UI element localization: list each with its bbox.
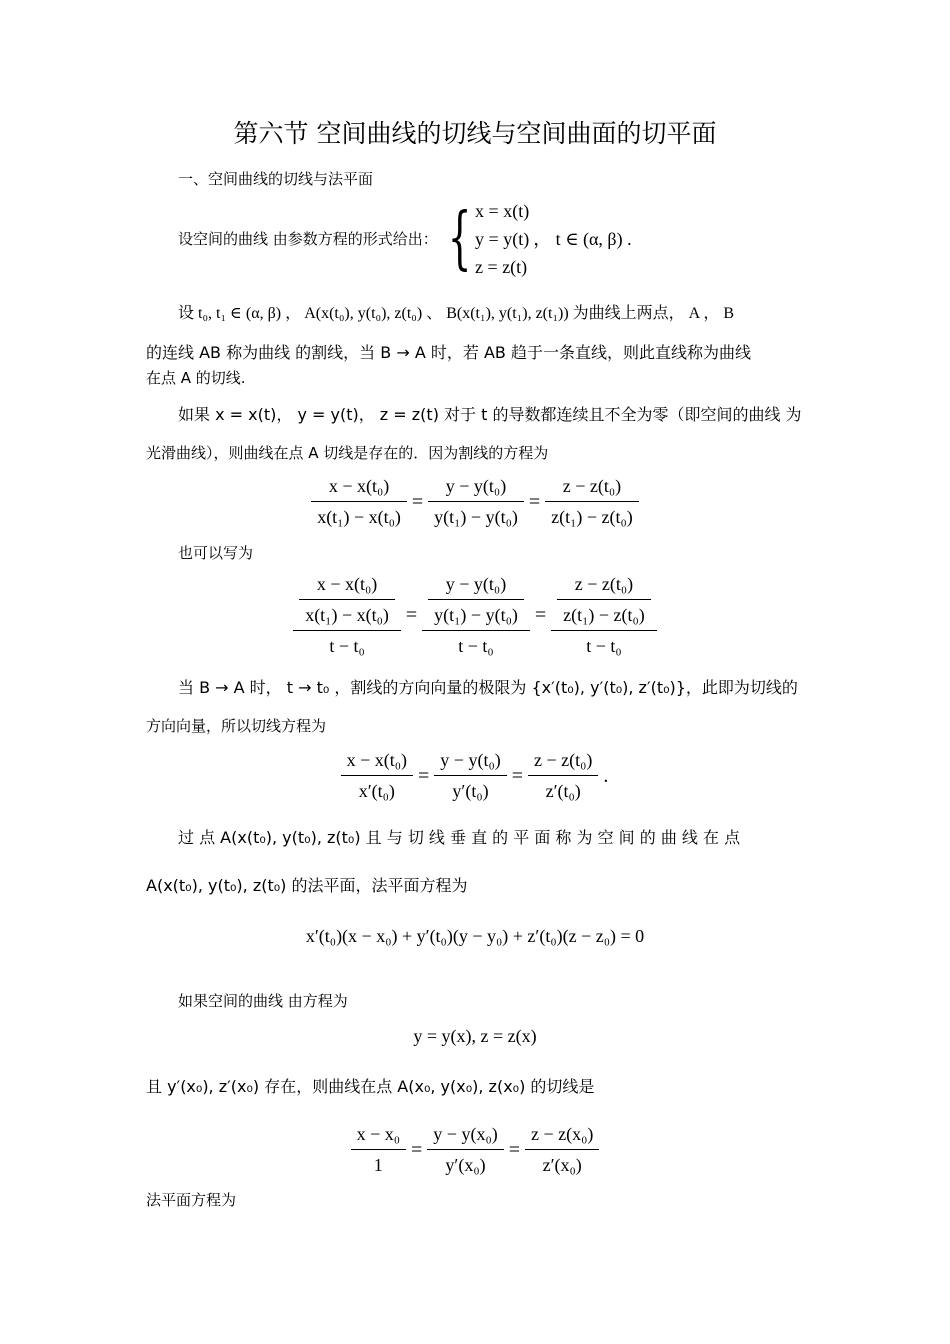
- secant-equation: [0, 474, 950, 529]
- limit-line-1: 当 B → A 时， t → t₀ ，割线的方向向量的极限为 {x′(t₀), y′(t₀), z′(t₀)}，此即为切线的: [178, 678, 798, 697]
- normal-plane-line-1: 过 点 A(x(t₀), y(t₀), z(t₀) 且 与 切 线 垂 直 的 平 面 称 为 空 间 的 曲 线 在 点: [178, 828, 741, 847]
- period: .: [603, 764, 609, 787]
- section-heading: 一、空间曲线的切线与法平面: [178, 170, 374, 188]
- smooth-line-2: 光滑曲线），则曲线在点 A 切线是存在的．因为割线的方程为: [146, 444, 549, 462]
- tangent-den-z: z′(t₀): [545, 781, 581, 801]
- secant2-dt-x: t − t₀: [329, 636, 365, 656]
- secant2-inner-z: z(t₁) − z(t₀): [563, 605, 645, 625]
- parametric-definition: [178, 194, 632, 284]
- secant2-top-z: z − z(t₀): [557, 572, 651, 600]
- tangent-den-y: y′(t₀): [452, 781, 489, 801]
- equals-sign: =: [405, 604, 418, 626]
- equals-sign: =: [411, 490, 424, 513]
- parametric-system: [475, 197, 529, 281]
- secant-num-z: z − z(t₀): [545, 474, 639, 502]
- normal-plane-equation: x′(t₀)(x − x₀) + y′(t₀)(y − y₀) + z′(t₀)(z − z₀) = 0: [305, 926, 645, 946]
- page-title: 第六节 空间曲线的切线与空间曲面的切平面: [233, 119, 717, 148]
- tangent2-num-x: x − x₀: [351, 1122, 406, 1150]
- tangent-equation-2: [0, 1122, 950, 1177]
- tangent2-den-z: z′(x₀): [542, 1155, 582, 1175]
- secant2-inner-y: y(t₁) − y(t₀): [434, 605, 518, 625]
- secant2-top-x: x − x(t₀): [299, 572, 395, 600]
- equals-sign: =: [534, 604, 547, 626]
- smooth-line-1: 如果 x = x(t)， y = y(t)， z = z(t) 对于 t 的导数都连续且不全为零（即空间的曲线 为: [178, 405, 802, 424]
- tangent2-num-z: z − z(x₀): [525, 1122, 599, 1150]
- secant-den-z: z(t₁) − z(t₀): [551, 507, 633, 527]
- points-line-3: 在点 A 的切线.: [146, 369, 246, 387]
- tangent2-num-y: y − y(x₀): [427, 1122, 503, 1150]
- curve-explicit-intro: 如果空间的曲线 由方程为: [178, 992, 348, 1010]
- eq-z: z = z(t): [475, 257, 528, 277]
- equals-sign: =: [511, 764, 523, 787]
- limit-line-2: 方向向量，所以切线方程为: [146, 717, 327, 735]
- points-line-1: 设 t₀, t₁ ∈ (α, β) ， A(x(t₀), y(t₀), z(t₀) 、 B(x(t₁), y(t₁), z(t₁)) 为曲线上两点， A ， B: [178, 305, 735, 322]
- tangent-num-x: x − x(t₀): [341, 748, 413, 776]
- left-brace: {: [447, 199, 472, 278]
- points-line-2: 的连线 AB 称为曲线 的割线，当 B → A 时，若 AB 趋于一条直线，则此直线称为曲线: [146, 343, 751, 362]
- secant2-inner-x: x(t₁) − x(t₀): [305, 605, 389, 625]
- secant2-num-z: [551, 572, 657, 631]
- secant-num-y: y − y(t₀): [428, 474, 524, 502]
- curve-explicit-equation: y = y(x), z = z(x): [413, 1026, 537, 1046]
- tangent2-den-y: y′(x₀): [445, 1155, 486, 1175]
- also-written-as: 也可以写为: [178, 544, 254, 562]
- secant-den-y: y(t₁) − y(t₀): [434, 507, 518, 527]
- tangent2-den-x: 1: [373, 1155, 383, 1175]
- equals-sign: =: [418, 764, 430, 787]
- secant2-dt-y: t − t₀: [458, 636, 494, 656]
- secant2-top-y: y − y(t₀): [428, 572, 524, 600]
- parametric-intro: 设空间的曲线 由参数方程的形式给出：: [178, 230, 438, 248]
- equals-sign: =: [528, 490, 541, 513]
- secant-num-x: x − x(t₀): [311, 474, 407, 502]
- normal-plane-line-2: A(x(t₀), y(t₀), z(t₀) 的法平面，法平面方程为: [146, 876, 468, 895]
- tangent-equation: [0, 748, 950, 803]
- equals-sign: =: [508, 1138, 520, 1161]
- eq-x: x = x(t): [475, 201, 530, 221]
- secant2-num-x: [293, 572, 401, 631]
- equals-sign: =: [411, 1138, 423, 1161]
- existence-line: 且 y′(x₀), z′(x₀) 存在，则曲线在点 A(x₀, y(x₀), z(x₀) 的切线是: [146, 1077, 595, 1096]
- secant2-dt-z: t − t₀: [586, 636, 622, 656]
- parameter-range: ， t ∈ (α, β) .: [533, 229, 632, 249]
- eq-y: y = y(t): [475, 229, 530, 249]
- secant-den-x: x(t₁) − x(t₀): [317, 507, 401, 527]
- secant-equation-2: [0, 572, 950, 658]
- secant2-num-y: [422, 572, 530, 631]
- tangent-den-x: x′(t₀): [358, 781, 395, 801]
- normal-plane-heading: 法平面方程为: [146, 1191, 237, 1209]
- tangent-num-y: y − y(t₀): [434, 748, 506, 776]
- tangent-num-z: z − z(t₀): [528, 748, 598, 776]
